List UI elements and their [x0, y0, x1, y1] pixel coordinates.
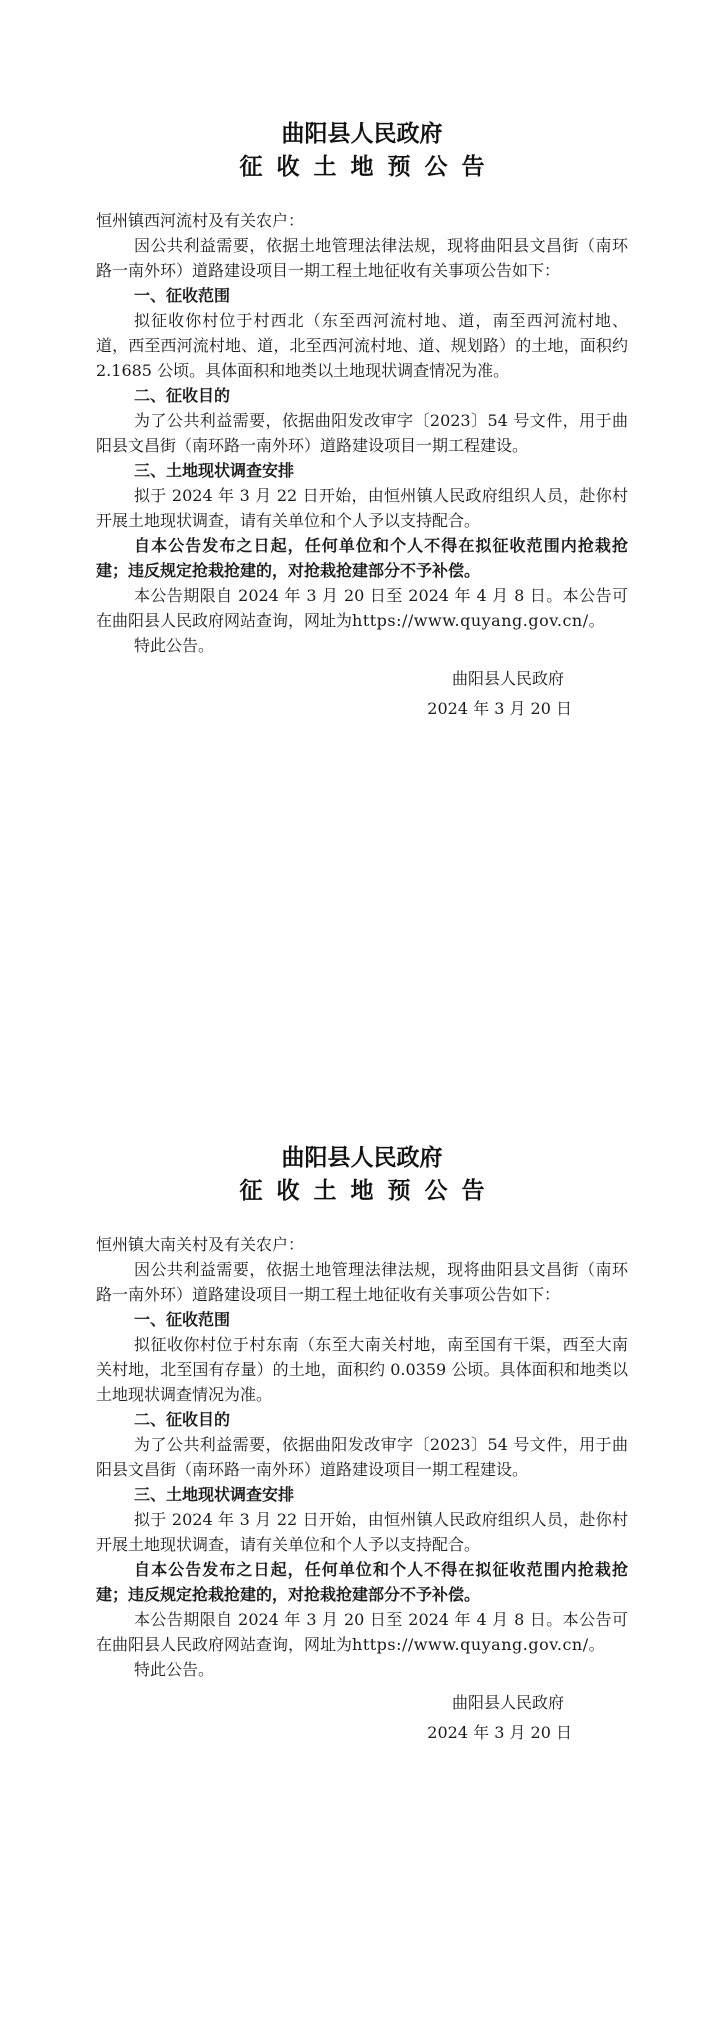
intro-paragraph: 因公共利益需要，依据土地管理法律法规，现将曲阳县文昌街（南环路一南外环）道路建设项目一期工程土地征收有关事项公告如下： [96, 236, 628, 280]
section-heading-purpose: 二、征收目的 [134, 386, 231, 405]
section-heading-survey: 三、土地现状调查安排 [134, 461, 295, 480]
notice-title-issuer: 曲阳县人民政府 [281, 121, 443, 147]
notice-title: 征收土地预公告 [239, 1178, 499, 1204]
signature-block [96, 664, 628, 724]
warning-paragraph: 自本公告发布之日起，任何单位和个人不得在拟征收范围内抢栽抢建；违反规定抢栽抢建的，对抢栽抢建部分不予补偿。 [96, 536, 628, 580]
website-link[interactable]: https://www.quyang.gov.cn/。 [352, 1635, 606, 1654]
period-paragraph [96, 583, 628, 633]
intro-paragraph: 因公共利益需要，依据土地管理法律法规，现将曲阳县文昌街（南环路一南外环）道路建设项目一期工程土地征收有关事项公告如下： [96, 1260, 628, 1304]
signature-date: 2024 年 3 月 20 日 [427, 1723, 572, 1742]
section-text-survey: 拟于 2024 年 3 月 22 日开始，由恒州镇人民政府组织人员，赴你村开展土地现状调查，请有关单位和个人予以支持配合。 [96, 486, 628, 530]
salutation: 恒州镇西河流村及有关农户： [96, 211, 305, 230]
period-text: 本公告期限自 2024 年 3 月 20 日至 2024 年 4 月 8 日。本公告可在曲阳县人民政府网站查询，网址为 [96, 586, 628, 630]
section-text-scope: 拟征收你村位于村西北（东至西河流村地、道，南至西河流村地、道，西至西河流村地、道，北至西河流村地、道、规划路）的土地，面积约 2.1685 公顷。具体面积和地类以土地现状调查情况为准。 [96, 311, 628, 380]
section-heading-scope: 一、征收范围 [134, 286, 231, 305]
signature-org: 曲阳县人民政府 [451, 1693, 564, 1712]
closing-text: 特此公告。 [134, 1660, 215, 1679]
signature-org: 曲阳县人民政府 [451, 669, 564, 688]
section-text-purpose: 为了公共利益需要，依据曲阳发改审字〔2023〕54 号文件，用于曲阳县文昌街（南环路一南外环）道路建设项目一期工程建设。 [96, 1435, 628, 1479]
section-heading-purpose: 二、征收目的 [134, 1410, 231, 1429]
period-text: 本公告期限自 2024 年 3 月 20 日至 2024 年 4 月 8 日。本公告可在曲阳县人民政府网站查询，网址为 [96, 1610, 628, 1654]
warning-paragraph: 自本公告发布之日起，任何单位和个人不得在拟征收范围内抢栽抢建；违反规定抢栽抢建的，对抢栽抢建部分不予补偿。 [96, 1560, 628, 1604]
section-text-scope: 拟征收你村位于村东南（东至大南关村地，南至国有干渠，西至大南关村地，北至国有存量）的土地，面积约 0.0359 公顷。具体面积和地类以土地现状调查情况为准。 [96, 1335, 628, 1404]
notice-1 [96, 118, 628, 724]
period-paragraph [96, 1607, 628, 1657]
salutation: 恒州镇大南关村及有关农户： [96, 1235, 305, 1254]
notice-title-issuer: 曲阳县人民政府 [281, 1145, 443, 1171]
closing-text: 特此公告。 [134, 636, 215, 655]
notice-2 [96, 1142, 628, 1748]
section-heading-survey: 三、土地现状调查安排 [134, 1485, 295, 1504]
section-text-purpose: 为了公共利益需要，依据曲阳发改审字〔2023〕54 号文件，用于曲阳县文昌街（南环路一南外环）道路建设项目一期工程建设。 [96, 411, 628, 455]
signature-block [96, 1688, 628, 1748]
section-heading-scope: 一、征收范围 [134, 1310, 231, 1329]
signature-date: 2024 年 3 月 20 日 [427, 699, 572, 718]
notice-title: 征收土地预公告 [239, 154, 499, 180]
section-text-survey: 拟于 2024 年 3 月 22 日开始，由恒州镇人民政府组织人员，赴你村开展土地现状调查，请有关单位和个人予以支持配合。 [96, 1510, 628, 1554]
website-link[interactable]: https://www.quyang.gov.cn/。 [352, 611, 606, 630]
